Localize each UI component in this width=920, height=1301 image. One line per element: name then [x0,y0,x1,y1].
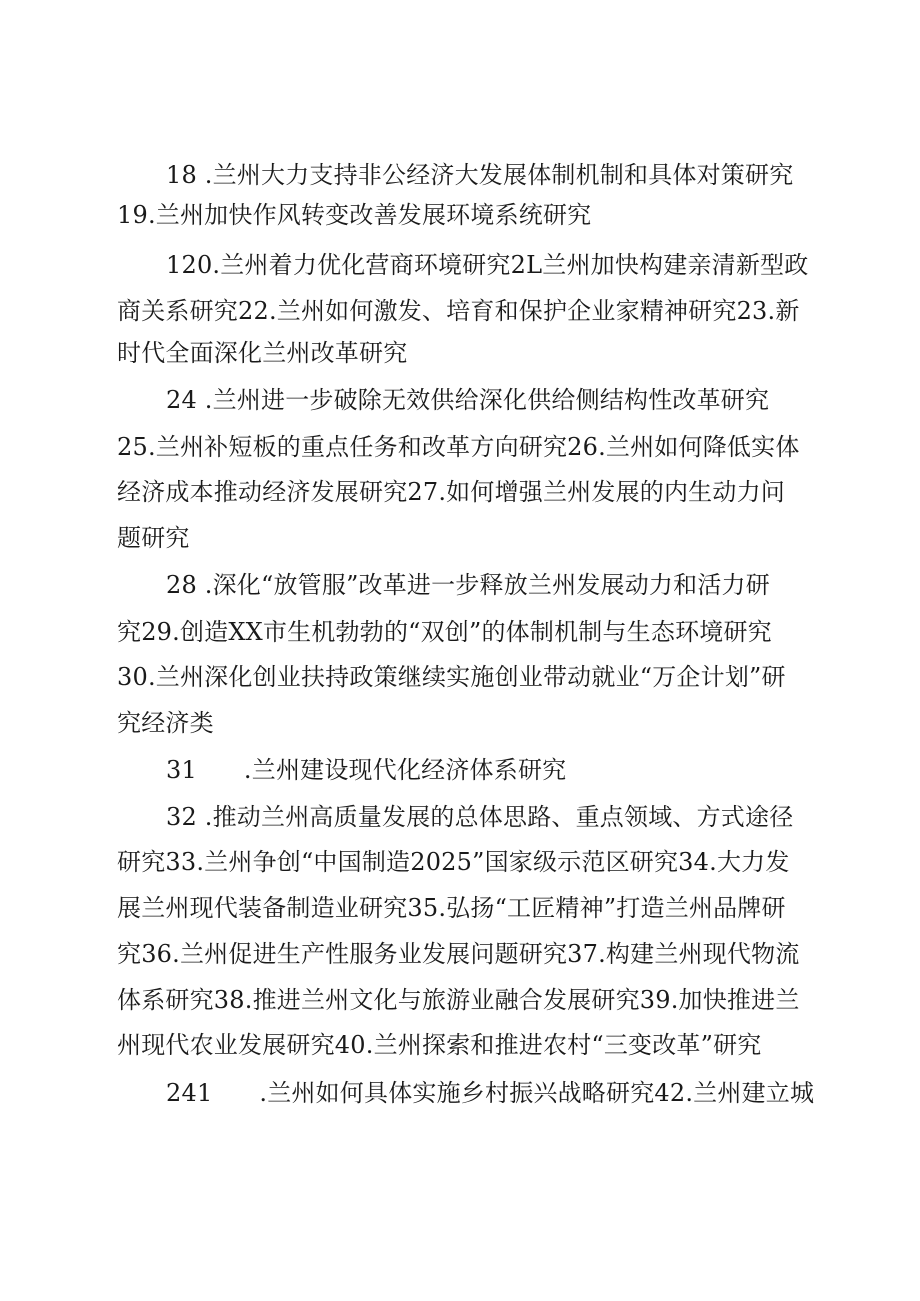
text-line-8: 经济成本推动经济发展研究27.如何增强兰州发展的内生动力问 [117,478,785,506]
text-line-13: 究经济类 [117,709,214,737]
text-line-7: 25.兰州补短板的重点任务和改革方向研究26.兰州如何降低实体 [117,433,800,461]
text-line-3: 120.兰州着力优化营商环境研究2L兰州加快构建亲清新型政 [166,251,809,279]
text-line-17: 展兰州现代装备制造业研究35.弘扬“工匠精神”打造兰州品牌研 [117,894,786,922]
text-line-10: 28 .深化“放管服”改革进一步释放兰州发展动力和活力研 [166,571,770,599]
text-line-5: 时代全面深化兰州改革研究 [117,339,408,367]
text-line-2: 19.兰州加快作风转变改善发展环境系统研究 [117,201,592,229]
text-line-19: 体系研究38.推进兰州文化与旅游业融合发展研究39.加快推进兰 [117,986,800,1014]
text-line-9: 题研究 [117,524,190,552]
text-line-15: 32 .推动兰州高质量发展的总体思路、重点领域、方式途径 [166,803,794,831]
text-line-18: 究36.兰州促进生产性服务业发展问题研究37.构建兰州现代物流 [117,940,800,968]
text-line-1: 18 .兰州大力支持非公经济大发展体制机制和具体对策研究 [166,161,794,189]
text-line-12: 30.兰州深化创业扶持政策继续实施创业带动就业“万企计划”研 [117,663,786,691]
text-line-16: 研究33.兰州争创“中国制造2025”国家级示范区研究34.大力发 [117,848,790,876]
text-line-21: 241 .兰州如何具体实施乡村振兴战略研究42.兰州建立城 [166,1079,815,1107]
text-line-4: 商关系研究22.兰州如何激发、培育和保护企业家精神研究23.新 [117,297,800,325]
text-line-6: 24 .兰州进一步破除无效供给深化供给侧结构性改革研究 [166,386,770,414]
text-line-20: 州现代农业发展研究40.兰州探索和推进农村“三变改革”研究 [117,1031,762,1059]
text-line-11: 究29.创造XX市生机勃勃的“双创”的体制机制与生态环境研究 [117,618,772,646]
text-line-14: 31 .兰州建设现代化经济体系研究 [166,756,567,784]
